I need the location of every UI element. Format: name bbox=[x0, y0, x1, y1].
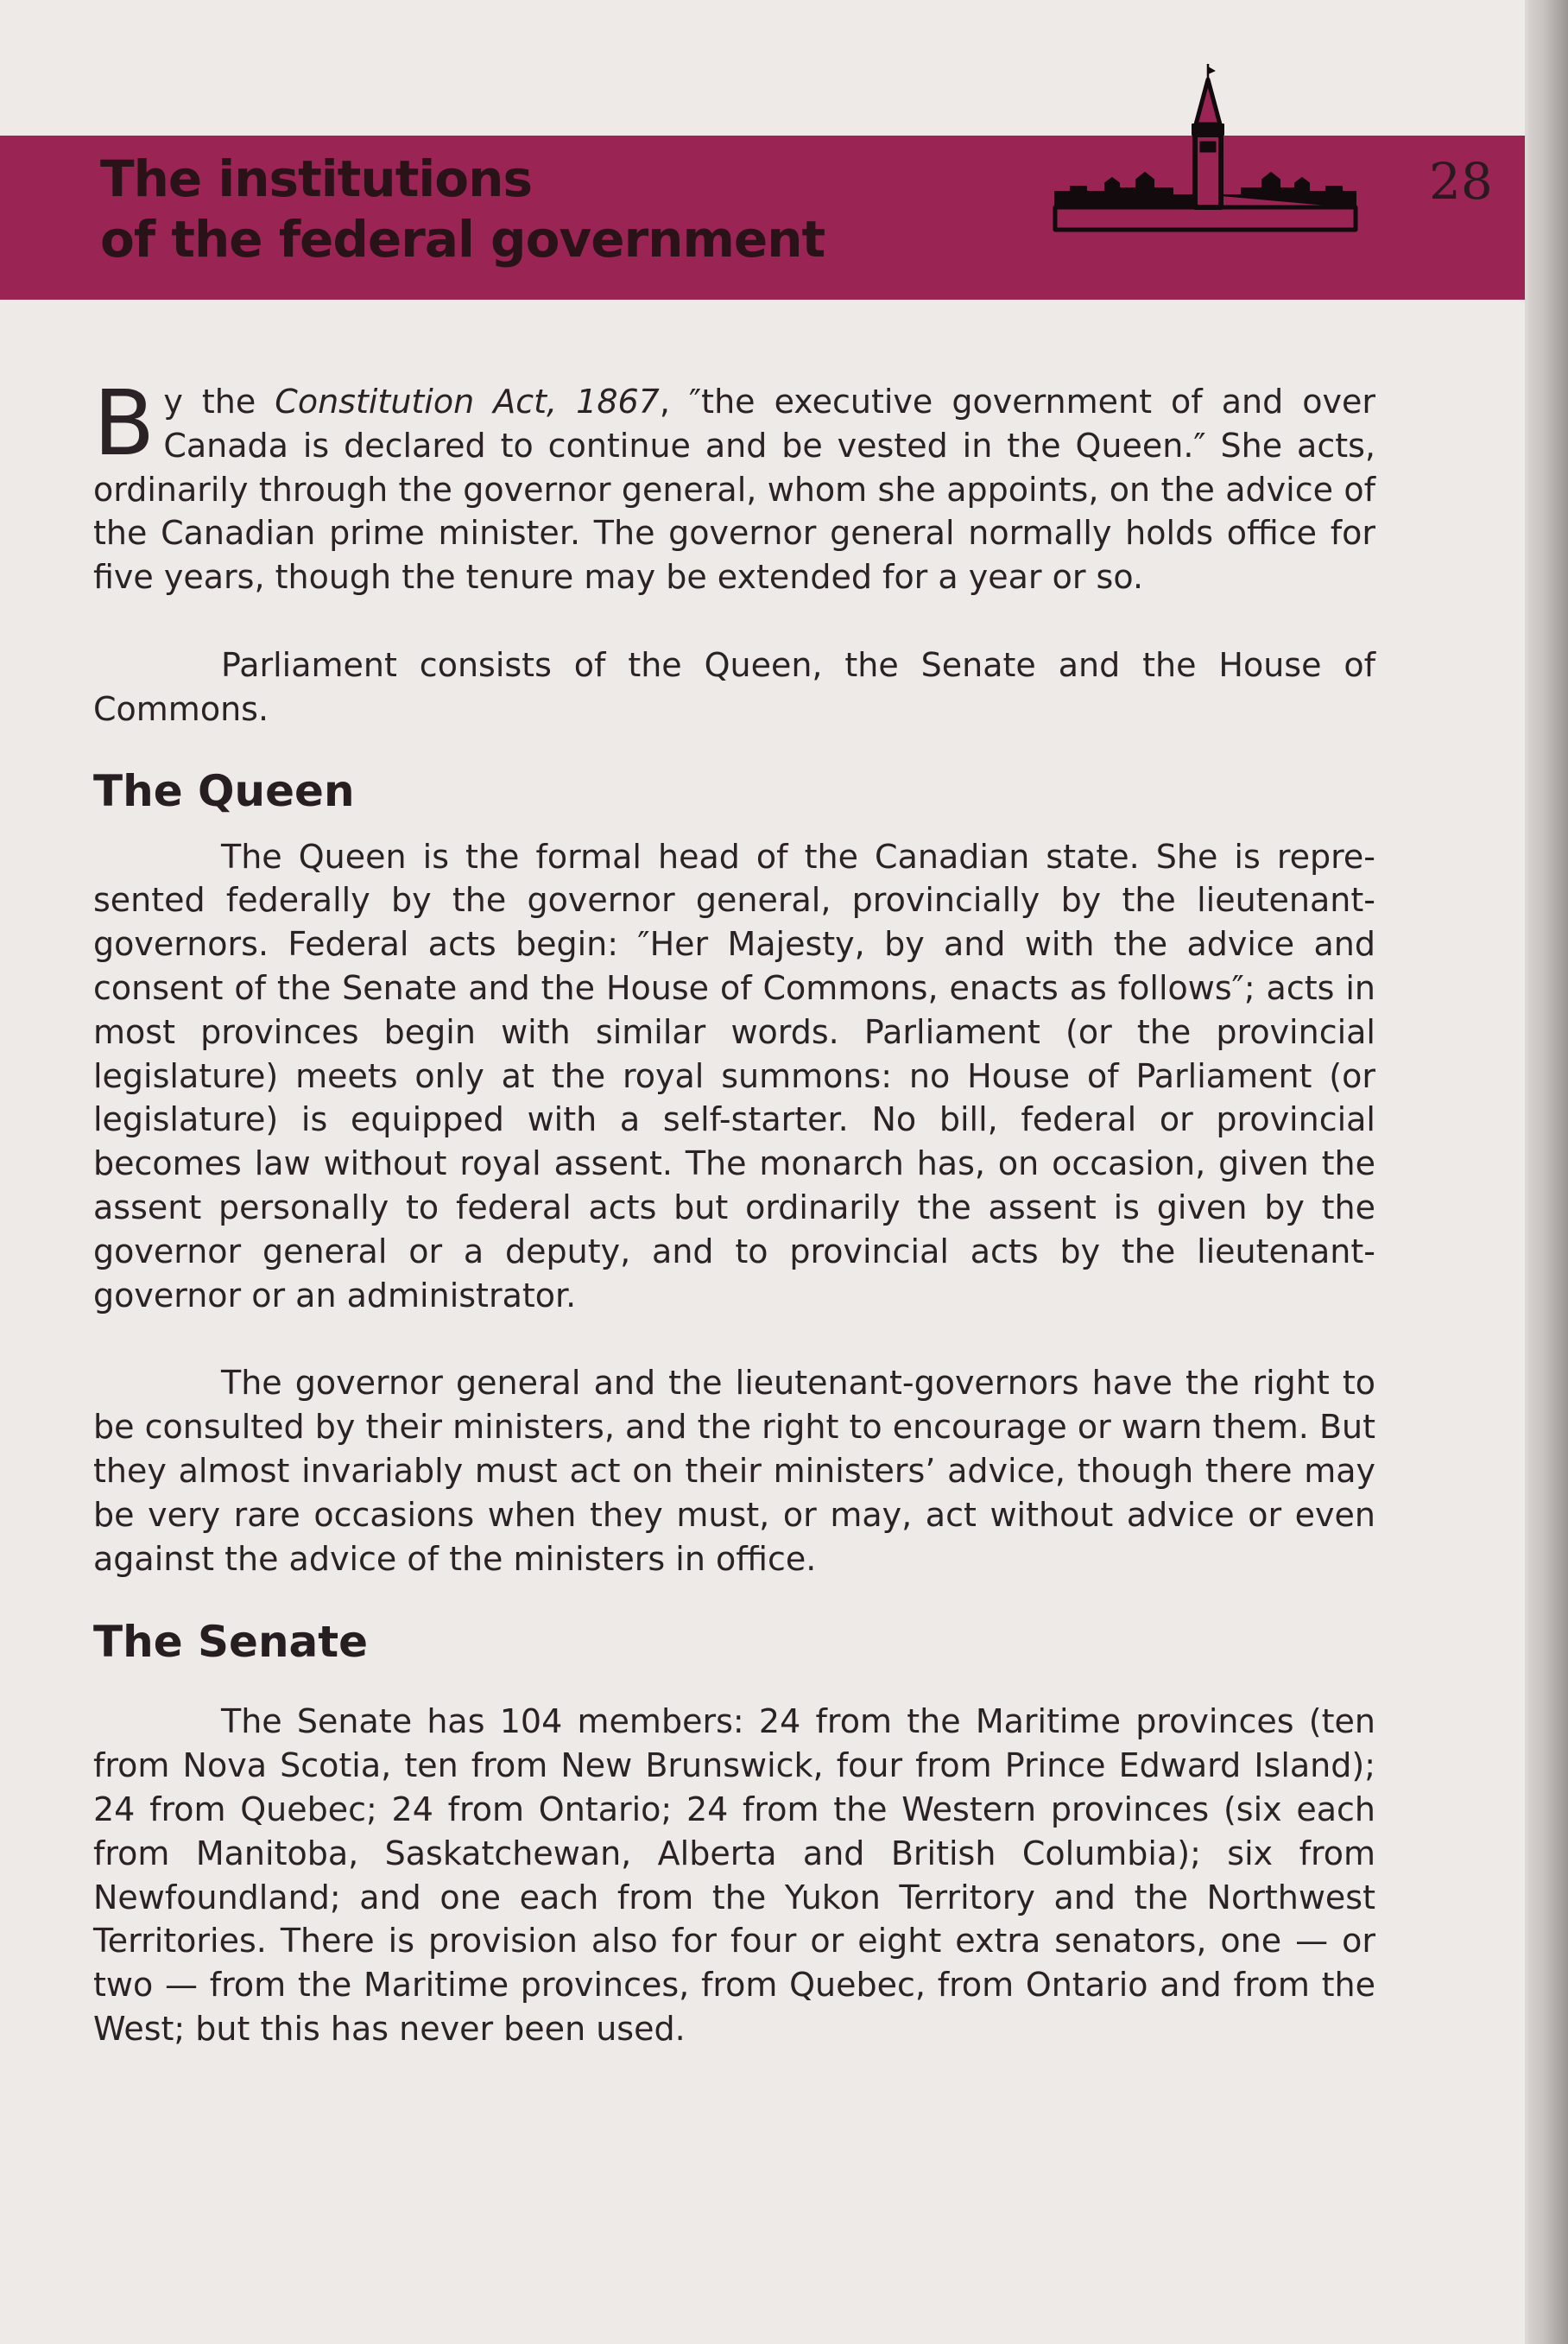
section-heading-queen: The Queen bbox=[93, 765, 355, 816]
parliament-building-icon bbox=[1052, 62, 1380, 252]
section-heading-senate: The Senate bbox=[93, 1617, 369, 1668]
page-number: 28 bbox=[1429, 152, 1493, 211]
act-title: Constitution Act, 1867 bbox=[275, 383, 660, 421]
intro-text-start: y the bbox=[163, 383, 275, 421]
senate-paragraph: The Senate has 104 members: 24 from the Maritime provinces (ten from Nova Scotia, ten from New Brunswick, four from Prince Edward Island); 24 from Quebec; 24 from Ontario; 24 from the Western provinces (six each from Manitoba, Saskatchewan, Alberta and British Columbia); six from Newfoundland; and one each from the Yukon Territory and the Northwest Territories. There is provision also for four or eight extra senators, one — or two — from the Maritime provinces, from Quebec, from Ontario and from the West; but this has never been used. bbox=[93, 1702, 1375, 2048]
page-title-line-2: of the federal government bbox=[100, 210, 825, 269]
intro-paragraph bbox=[93, 371, 1375, 599]
parliament-paragraph: Parliament consists of the Queen, the Senate and the House of Commons. bbox=[93, 645, 1375, 728]
queen-paragraph-1: The Queen is the formal head of the Canadian state. She is represented federally by the governor general, provincially by the lieutenant-governors. Federal acts begin: ″Her Majesty, by and with the advice and consent of the Senate and the House of Commons, enacts as follows″; acts in most provinces begin with similar words. Parliament (or the provincial legislature) meets only at the royal summons: no House of Parliament (or legislature) is equipped with a self-starter. No bill, federal or provincial becomes law without royal assent. The monarch has, on occasion, given the assent personally to federal acts but ordinarily the assent is given by the governor general or a deputy, and to provincial acts by the lieutenant-governor or an administrator. bbox=[93, 837, 1375, 1315]
page-body bbox=[93, 371, 1375, 2051]
page-title bbox=[100, 149, 825, 269]
intro-text-rest: , ″the executive government of and over Canada is declared to continue and be vested in the Queen.″ She acts, ordinarily through the governor general, whom she appoints, on the advice of the Canadian prime minister. The governor general normally holds office for five years, though the tenure may be extended for a year or so. bbox=[93, 383, 1375, 597]
queen-paragraph-2: The governor general and the lieutenant-governors have the right to be consulted by their ministers, and the right to encourage or warn them. But they almost invariably must act on their ministers’ advice, though there may be very rare occasions when they must, or may, act without advice or even against the advice of the ministers in office. bbox=[93, 1364, 1375, 1578]
drop-cap: B bbox=[93, 371, 155, 476]
page-edge bbox=[1528, 0, 1568, 2344]
page-title-line-1: The institutions bbox=[100, 149, 532, 208]
